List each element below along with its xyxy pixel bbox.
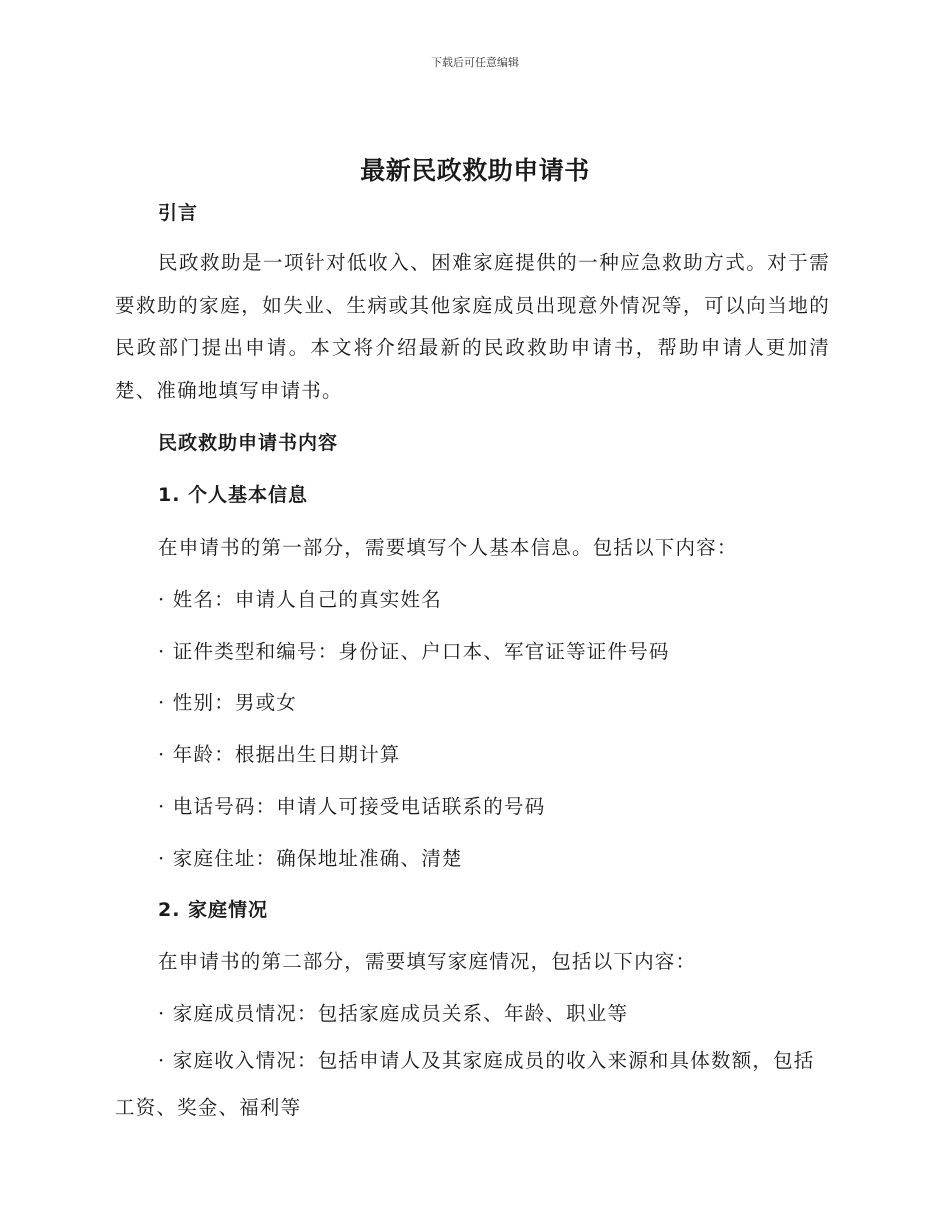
intro-paragraph: 民政救助是一项针对低收入、困难家庭提供的一种应急救助方式。对于需要救助的家庭，如失业、生病或其他家庭成员出现意外情况等，可以向当地的民政部门提出申请。本文将介绍最新的民政救助申请书，帮助申请人更加清楚、准确地填写申请书。 <box>115 251 830 402</box>
header-note: 下载后可任意编辑 <box>431 56 519 69</box>
intro-heading: 引言 <box>158 202 199 224</box>
document-title: 最新民政救助申请书 <box>360 156 590 185</box>
section1-heading: 1. 个人基本信息 <box>158 484 309 506</box>
section2-heading: 2. 家庭情况 <box>158 899 269 921</box>
section2-item-members: · 家庭成员情况：包括家庭成员关系、年龄、职业等 <box>158 1002 629 1025</box>
section1-item-phone: · 电话号码：申请人可接受电话联系的号码 <box>158 795 546 818</box>
section1-item-gender: · 性别：男或女 <box>158 691 297 714</box>
section1-item-age: · 年龄：根据出生日期计算 <box>158 743 401 766</box>
section1-lead: 在申请书的第一部分，需要填写个人基本信息。包括以下内容： <box>158 536 738 559</box>
content-heading: 民政救助申请书内容 <box>158 432 339 454</box>
section2-lead: 在申请书的第二部分，需要填写家庭情况，包括以下内容： <box>158 950 697 973</box>
section1-item-address: · 家庭住址：确保地址准确、清楚 <box>158 847 463 870</box>
section1-item-id: · 证件类型和编号：身份证、户口本、军官证等证件号码 <box>158 640 670 663</box>
section1-item-name: · 姓名：申请人自己的真实姓名 <box>158 588 442 611</box>
section2-item-income: · 家庭收入情况：包括申请人及其家庭成员的收入来源和具体数额，包括工资、奖金、福利等 <box>115 1049 815 1119</box>
